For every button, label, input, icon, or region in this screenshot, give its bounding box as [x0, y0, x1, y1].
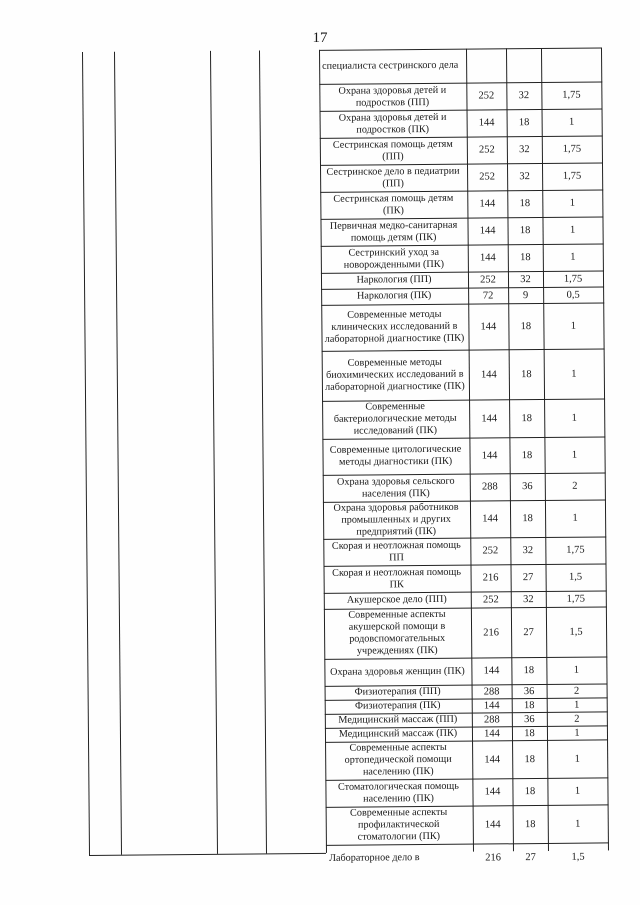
weeks-cell: 18 [520, 252, 531, 264]
hours-cell: 72 [482, 289, 494, 302]
course-name: Охрана здоровья сельского населения (ПК) [336, 475, 455, 500]
table-row [320, 189, 605, 218]
hours-cell: 216 [482, 572, 499, 584]
credits-cell: 1,75 [562, 143, 582, 155]
table-row [319, 47, 604, 83]
column-rule [210, 51, 218, 854]
weeks-cell: 18 [522, 513, 533, 525]
table-row [320, 162, 605, 191]
weeks-cell: 18 [520, 320, 532, 332]
course-name: Скорая и неотложная помощь ПК [332, 566, 462, 590]
course-name: Физиотерапия (ПП) [354, 685, 441, 698]
weeks-cell: 32 [522, 545, 534, 557]
hours-cell: 252 [482, 593, 499, 606]
course-name: Современные аспекты профилактической стоматологии (ПК) [349, 806, 448, 843]
hours-cell: 216 [485, 851, 501, 864]
credits-cell [541, 47, 601, 82]
credits-cell: 1 [570, 251, 576, 263]
weeks-cell: 18 [523, 699, 535, 711]
column-rule [114, 52, 122, 855]
hours-cell: 216 [483, 626, 500, 639]
course-name: Физиотерапия (ПК) [354, 699, 441, 712]
table-body [82, 47, 602, 864]
hours-cell: 288 [483, 713, 500, 726]
course-name: специалиста сестринского дела [322, 59, 459, 72]
weeks-cell: 27 [525, 851, 536, 863]
credits-cell: 1,75 [562, 89, 581, 101]
course-name: Наркология (ПК) [356, 289, 432, 302]
weeks-cell: 32 [519, 171, 530, 183]
table-row [322, 348, 607, 400]
credits-cell: 1,75 [562, 170, 582, 182]
weeks-cell: 27 [523, 626, 534, 638]
weeks-cell: 36 [523, 685, 535, 697]
weeks-cell: 27 [522, 572, 534, 584]
credits-cell: 1 [570, 320, 577, 332]
table-row [321, 302, 606, 350]
hours-cell: 288 [481, 481, 498, 493]
course-name: Лабораторное дело в [328, 852, 420, 864]
hours-cell: 144 [480, 368, 497, 381]
course-name: Охрана здоровья работников промышленных и других предприятий (ПК) [333, 501, 459, 538]
credits-cell: 1 [571, 368, 577, 380]
hours-cell: 144 [482, 513, 499, 525]
table-row [325, 777, 610, 806]
weeks-cell: 36 [522, 481, 533, 493]
curriculum-table [82, 47, 609, 864]
weeks-cell [506, 48, 541, 82]
course-name: Современные методы клинических исследований в лабораторной диагностике (ПК) [324, 308, 465, 345]
course-name: Сестринская помощь детям (ПП) [332, 138, 453, 162]
course-name: Современные бактериологические методы исследований (ПК) [333, 401, 457, 437]
course-name: Современные цитологические методы диагностики (ПК) [329, 443, 462, 468]
credits-cell: 1 [571, 412, 577, 424]
weeks-cell: 32 [520, 273, 531, 285]
hours-cell: 144 [483, 665, 500, 677]
credits-cell: 1 [574, 699, 580, 711]
weeks-cell: 18 [519, 198, 531, 210]
page-number: 17 [312, 30, 328, 46]
course-name: Сестринское дело в педиатрии (ПП) [326, 165, 460, 189]
weeks-cell: 36 [524, 713, 535, 725]
table-row [320, 135, 605, 164]
course-name: Охрана здоровья детей и подростков (ПП) [338, 84, 447, 109]
course-name: Скорая и неотложная помощь ПП [331, 539, 461, 563]
course-name: Современные аспекты акушерской помощи в родовспомогательных учреждениях (ПК) [348, 608, 446, 657]
hours-cell: 144 [484, 786, 501, 798]
table-row [323, 499, 608, 538]
hours-cell: 252 [478, 144, 495, 156]
table-row [326, 842, 611, 872]
weeks-cell: 18 [523, 665, 535, 677]
weeks-cell: 18 [519, 225, 531, 237]
table-bottom-rule [89, 853, 326, 856]
course-name: Первичная медко-санитарная помощь детям (ПК) [329, 219, 458, 244]
credits-cell: 0,5 [566, 289, 580, 301]
credits-cell: 1 [574, 753, 580, 765]
course-name: Наркология (ПП) [356, 273, 432, 286]
course-name: Медицинский массаж (ПК) [338, 727, 458, 740]
table-row [324, 606, 609, 658]
credits-cell: 1,75 [566, 544, 585, 556]
credits-cell: 1 [574, 727, 580, 739]
table-row [322, 436, 607, 474]
weeks-cell: 18 [521, 412, 533, 424]
table-row [320, 216, 605, 245]
credits-cell: 1 [574, 785, 581, 797]
course-name: Современные методы биохимических исследований в лабораторной диагностике (ПК) [325, 356, 465, 393]
credits-cell: 1 [569, 197, 576, 209]
weeks-cell: 18 [521, 368, 532, 380]
weeks-cell: 32 [522, 593, 534, 605]
table-row [321, 243, 606, 272]
weeks-cell: 18 [524, 753, 535, 765]
column-rule [259, 50, 267, 853]
course-name: Сестринская помощь детям (ПК) [333, 192, 454, 216]
course-name: Современные аспекты ортопедической помощи населению (ПК) [344, 741, 452, 778]
table-row [320, 108, 605, 137]
weeks-cell: 32 [519, 144, 530, 156]
credits-cell: 2 [572, 480, 578, 492]
course-name: Медицинский массаж (ПП) [338, 713, 458, 726]
weeks-cell: 18 [524, 818, 536, 830]
credits-cell: 1,75 [566, 593, 586, 605]
hours-cell: 252 [478, 90, 495, 102]
weeks-cell: 18 [521, 449, 533, 461]
hours-cell: 144 [479, 225, 496, 237]
credits-cell: 1 [575, 818, 581, 830]
table-row [322, 398, 607, 438]
credits-cell: 1 [569, 224, 576, 236]
credits-cell: 1 [572, 512, 578, 524]
hours-cell: 144 [481, 449, 498, 462]
weeks-cell: 18 [518, 117, 530, 129]
weeks-cell: 32 [518, 90, 530, 102]
credits-cell: 1 [568, 116, 575, 128]
course-name: Стоматологическая помощь населению (ПК) [337, 780, 459, 805]
hours-cell: 288 [483, 685, 500, 698]
hours-cell: 144 [478, 117, 495, 129]
credits-cell: 2 [573, 685, 580, 697]
weeks-cell: 9 [522, 289, 529, 301]
weeks-cell: 18 [524, 786, 536, 798]
hours-cell: 252 [480, 273, 496, 286]
table-row [323, 563, 608, 592]
hours-cell: 252 [482, 545, 499, 557]
hours-cell [466, 48, 506, 82]
hours-cell: 144 [481, 412, 498, 425]
course-name: Сестринский уход за новорожденными (ПК) [343, 246, 445, 271]
credits-cell: 1,5 [571, 851, 585, 863]
column-rule [82, 52, 90, 855]
hours-cell: 144 [480, 320, 497, 333]
hours-cell: 144 [484, 753, 501, 766]
table-row [325, 739, 610, 779]
credits-cell: 1 [573, 664, 580, 676]
weeks-cell: 18 [524, 727, 535, 739]
hours-cell: 144 [479, 252, 496, 264]
hours-cell: 252 [479, 171, 496, 183]
credits-cell: 2 [574, 713, 580, 725]
hours-cell: 144 [484, 727, 500, 740]
hours-cell: 144 [479, 198, 496, 210]
credits-cell: 1,5 [568, 571, 583, 583]
table-row [319, 81, 604, 110]
table-row [324, 656, 609, 685]
table-row [326, 804, 611, 844]
course-name: Охрана здоровья женщин (ПК) [330, 665, 465, 678]
table-row [323, 472, 608, 501]
table-row [323, 536, 608, 565]
credits-cell: 1,5 [569, 626, 583, 638]
hours-cell: 144 [484, 818, 501, 831]
course-name: Охрана здоровья детей и подростков (ПК) [338, 111, 447, 136]
credits-cell: 1,75 [563, 273, 583, 285]
course-name: Акушерское дело (ПП) [346, 593, 447, 606]
hours-cell: 144 [483, 699, 500, 712]
credits-cell: 1 [571, 449, 578, 461]
